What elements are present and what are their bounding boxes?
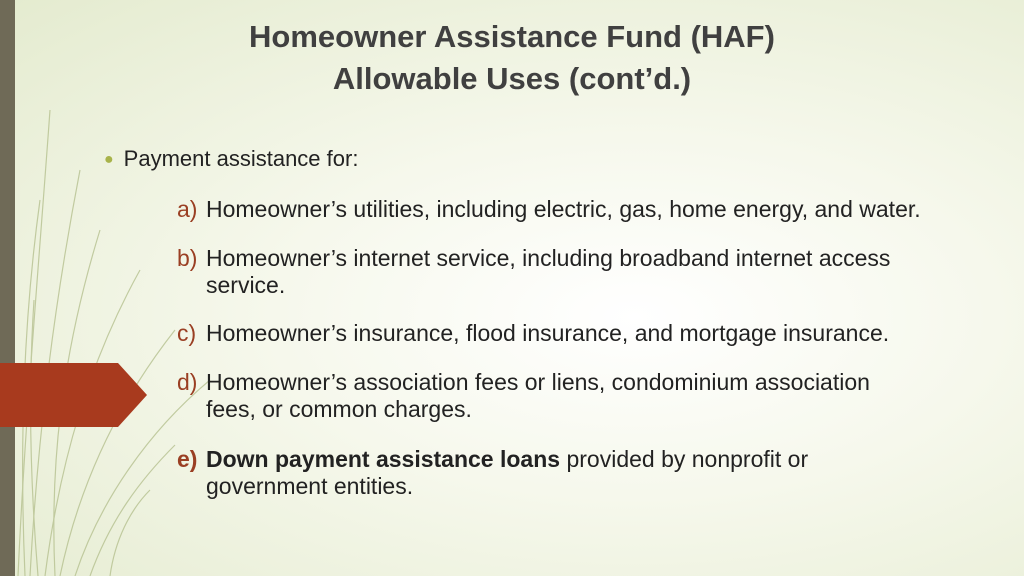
list-item-e: [177, 446, 1017, 500]
slide-title-line-2: Allowable Uses (cont’d.): [332, 61, 692, 96]
list-item-text: Homeowner’s association fees or liens, condominium association: [206, 369, 870, 395]
list-item-d: [177, 369, 1017, 423]
list-item-text: Homeowner’s insurance, flood insurance, and mortgage insurance.: [206, 320, 890, 346]
bullet-dot-icon: ●: [104, 151, 114, 168]
bullet-text: Payment assistance for:: [123, 146, 359, 171]
list-item-text: Homeowner’s utilities, including electric, gas, home energy, and water.: [206, 196, 921, 222]
slide-title-line-1: Homeowner Assistance Fund (HAF): [249, 19, 775, 54]
list-item-bold-text: Down payment assistance loans: [206, 446, 561, 472]
list-item-b: [177, 245, 1017, 299]
list-marker: a): [177, 196, 198, 222]
list-marker: d): [177, 369, 198, 395]
list-item-text-continued: service.: [206, 272, 286, 298]
accent-arrow-shape: [0, 363, 147, 427]
list-marker: e): [177, 446, 198, 472]
bullet-payment-assistance: [104, 145, 358, 176]
list-item-text: provided by nonprofit or: [560, 446, 809, 472]
list-marker: c): [177, 320, 197, 346]
list-item-text-continued: fees, or common charges.: [206, 396, 472, 422]
list-item-c: [177, 320, 1017, 347]
list-item-a: [177, 196, 1017, 223]
list-item-text: Homeowner’s internet service, including broadband internet access: [206, 245, 891, 271]
list-marker: b): [177, 245, 198, 271]
list-item-text-continued: government entities.: [206, 473, 414, 499]
